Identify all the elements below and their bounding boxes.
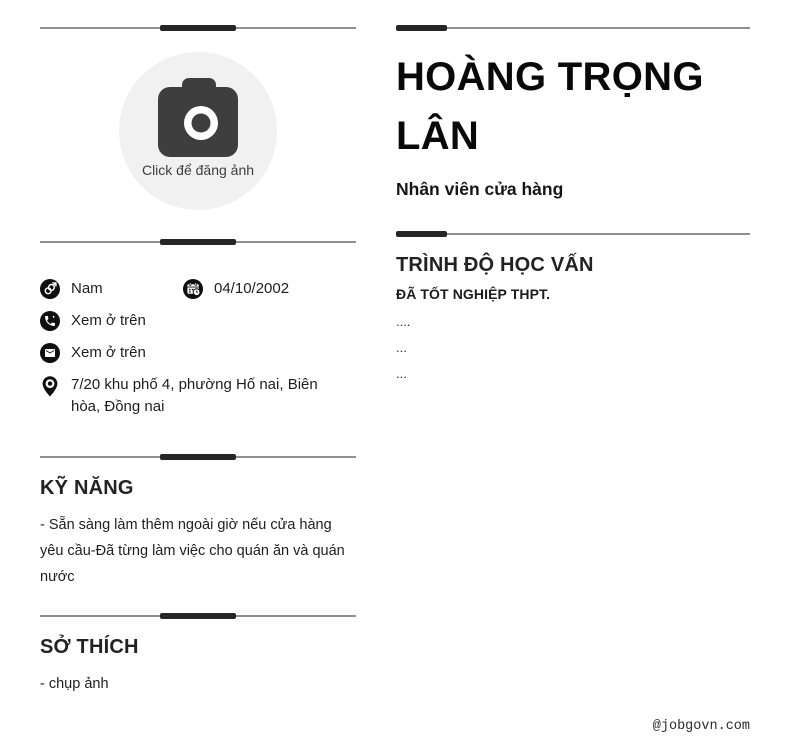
phone-icon	[40, 311, 60, 331]
photo-upload-label: Click để đăng ảnh	[141, 162, 255, 178]
email-value: Xem ở trên	[71, 344, 146, 361]
gender-item	[40, 278, 183, 300]
education-section-title: TRÌNH ĐỘ HỌC VẤN	[396, 254, 594, 276]
education-line: ...	[396, 340, 407, 355]
education-status: ĐÃ TỐT NGHIỆP THPT.	[396, 286, 551, 302]
camera-icon	[158, 78, 238, 158]
education-lines	[396, 309, 750, 387]
phone-value: Xem ở trên	[71, 312, 146, 329]
info-row	[40, 310, 356, 332]
gender-value: Nam	[71, 280, 103, 297]
email-icon	[40, 343, 60, 363]
address-value: 7/20 khu phố 4, phường Hố nai, Biên hòa, Đồng nai	[71, 376, 318, 415]
education-line: ....	[396, 314, 411, 329]
gender-icon	[40, 279, 60, 299]
skills-section-title: KỸ NĂNG	[40, 477, 134, 499]
email-item	[40, 342, 146, 364]
candidate-name: HOÀNG TRỌNG LÂN	[396, 55, 704, 158]
section-divider	[40, 613, 356, 619]
section-divider	[40, 25, 356, 31]
section-divider	[40, 454, 356, 460]
calendar-icon	[183, 279, 203, 299]
job-title: Nhân viên cửa hàng	[396, 179, 564, 199]
skills-text: - Sẵn sàng làm thêm ngoài giờ nếu cửa hàng yêu cầu-Đã từng làm việc cho quán ăn và quán nước	[40, 517, 345, 585]
section-divider	[396, 231, 750, 237]
personal-info-list	[40, 278, 356, 418]
section-divider	[40, 239, 356, 245]
info-row	[40, 278, 356, 300]
phone-item	[40, 310, 146, 332]
hobbies-text: - chụp ảnh	[40, 676, 109, 692]
birthday-value: 04/10/2002	[214, 280, 290, 297]
birthday-item	[183, 278, 289, 300]
hobbies-section-title: SỞ THÍCH	[40, 636, 139, 658]
address-item	[40, 374, 346, 418]
info-row	[40, 374, 356, 418]
right-column	[396, 0, 750, 387]
location-icon	[40, 375, 60, 397]
photo-upload-button[interactable]	[119, 52, 277, 210]
site-watermark: @jobgovn.com	[652, 719, 750, 734]
left-column	[40, 0, 356, 697]
education-line: ...	[396, 366, 407, 381]
section-divider	[396, 25, 750, 31]
info-row	[40, 342, 356, 364]
